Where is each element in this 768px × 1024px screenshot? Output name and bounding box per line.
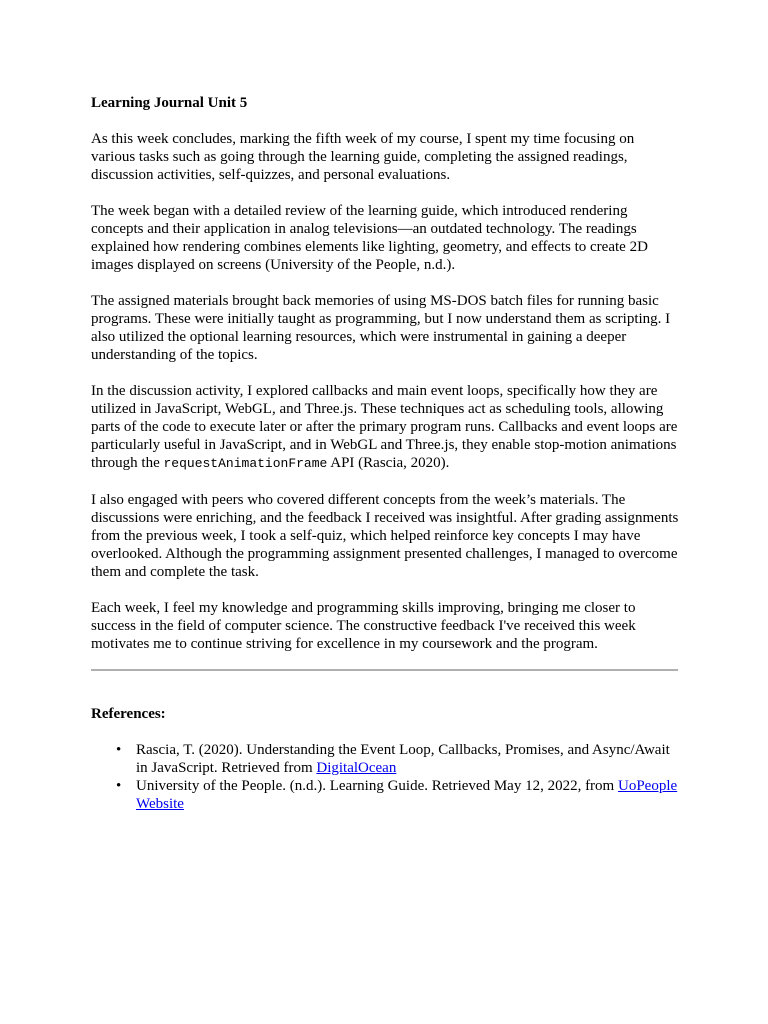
horizontal-divider <box>91 669 678 671</box>
bullet-icon: • <box>116 742 122 758</box>
link-digitalocean[interactable]: DigitalOcean <box>316 760 397 776</box>
discussion-text-after: API (Rascia, 2020). <box>327 455 450 471</box>
reference-text: Rascia, T. (2020). Understanding the Event Loop, Callbacks, Promises, and Async/Await in JavaScript. Retrieved from <box>136 742 670 776</box>
paragraph-conclusion: Each week, I feel my knowledge and programming skills improving, bringing me closer to success in the field of computer science. The constructive feedback I've received this week motivates me to continue striving for excellence in my coursework and the program. <box>91 600 636 652</box>
paragraph-learning-guide: The week began with a detailed review of the learning guide, which introduced rendering concepts and their application in analog televisions—an outdated technology. The readings explained how rendering combines elements like lighting, geometry, and effects to create 2D images displayed on screens (University of the People, n.d.). <box>91 203 648 273</box>
link-uopeople-website[interactable]: UoPeople Website <box>136 778 678 812</box>
discussion-text-before: In the discussion activity, I explored callbacks and main event loops, specifically how they are utilized in JavaScript, WebGL, and Three.js. These techniques act as scheduling tools, allowing parts of the code to execute later or after the primary program runs. Callbacks and event loops are particularly useful in JavaScript, and in WebGL and Three.js, they enable stop-motion animations through the <box>91 383 678 471</box>
reference-text: University of the People. (n.d.). Learning Guide. Retrieved May 12, 2022, from <box>136 778 618 794</box>
bullet-icon: • <box>116 778 122 794</box>
paragraph-peers: I also engaged with peers who covered different concepts from the week’s materials. The discussions were enriching, and the feedback I received was insightful. After grading assignments from the previous week, I took a self-quiz, which helped reinforce key concepts I may have overlooked. Although the programming assignment presented challenges, I managed to overcome them and complete the task. <box>91 492 679 580</box>
paragraph-discussion <box>91 382 681 473</box>
inline-code-requestanimationframe: requestAnimationFrame <box>163 456 328 471</box>
paragraph-intro: As this week concludes, marking the fifth week of my course, I spent my time focusing on various tasks such as going through the learning guide, completing the assigned readings, discussion activities, self-quizzes, and personal evaluations. <box>91 131 635 183</box>
references-heading: References: <box>91 706 166 722</box>
reference-item-rascia <box>116 741 681 777</box>
paragraph-ms-dos: The assigned materials brought back memories of using MS-DOS batch files for running basic programs. These were initially taught as programming, but I now understand them as scripting. I also utilized the optional learning resources, which were instrumental in gaining a deeper understanding of the topics. <box>91 293 671 363</box>
document-body <box>91 94 681 813</box>
reference-item-uopeople <box>116 777 681 813</box>
references-list <box>91 741 681 813</box>
document-title: Learning Journal Unit 5 <box>91 95 248 111</box>
